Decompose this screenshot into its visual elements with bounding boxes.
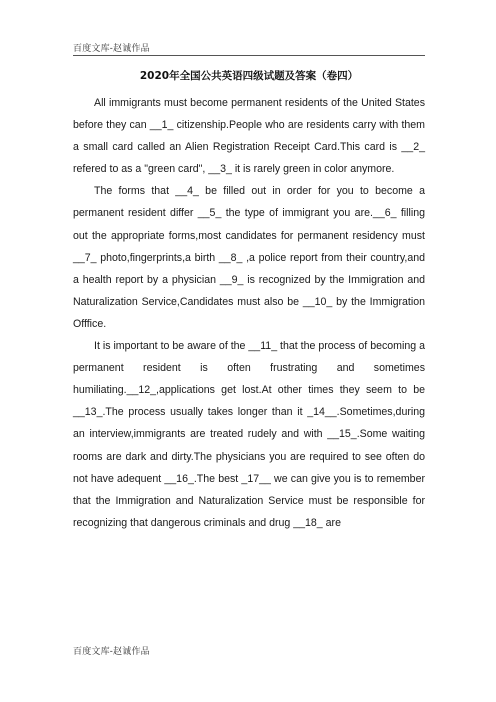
footer-watermark: 百度文库-赵诚作品: [73, 647, 150, 657]
paragraph-2: The forms that __4_ be filled out in order for you to become a permanent resident differ __5_ the type of immigrant you are.__6_ filling out the appropriate forms,most candidates for permanent residency must __7_ photo,fingerprints,a birth __8_ ,a police report from their country,and a health report by a physician __9_ is recognized by the Immigration and Naturalization Service,Candidates must also be __10_ by the Immigration Offfice.: [73, 185, 425, 330]
header-watermark: 百度文库-赵诚作品: [73, 44, 150, 54]
paragraph-1: All immigrants must become permanent residents of the United States before they can __1_ citizenship.People who are residents carry with them a small card called an Alien Registration Receipt Card.This card is __2_ refered to as a "green card", __3_ it is rarely green in color anymore.: [73, 97, 425, 176]
document-title: 2020年全国公共英语四级试题及答案（卷四）: [139, 70, 359, 82]
document-body: [73, 92, 425, 534]
paragraph-3: It is important to be aware of the __11_ that the process of becoming a permanent resident is often frustrating and sometimes humiliating.__12_,applications get lost.At other times they seem to be __13_.The process usually takes longer than it _14__.Sometimes,during an interview,immigrants are treated rudely and with __15_.Some waiting rooms are dark and dirty.The physicians you are required to see often do not have adequent __16_.The best _17__ we can give you is to remember that the Immigration and Naturalization Service must be responsible for recognizing that dangerous criminals and drug __18_ are: [73, 340, 425, 529]
header-divider: [73, 55, 425, 56]
